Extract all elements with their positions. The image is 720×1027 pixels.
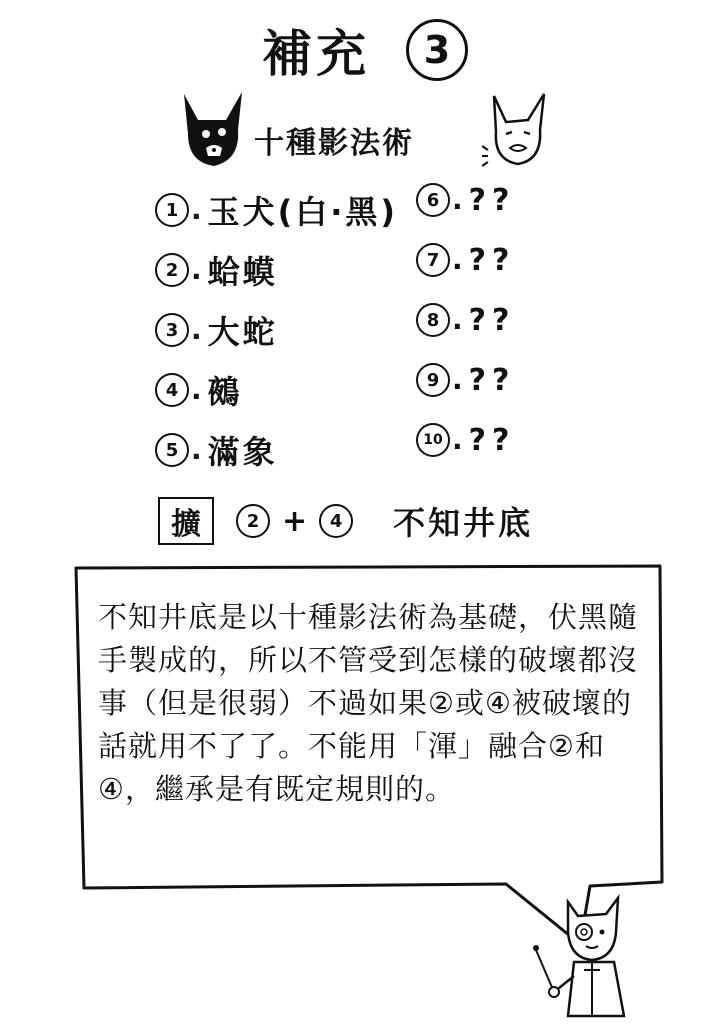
item-dot: .: [452, 183, 463, 216]
item-number: 10: [416, 423, 450, 457]
title-text: 補充: [262, 25, 370, 83]
explanation-text: 不知井底是以十種影法術為基礎，伏黑隨手製成的，所以不管受到怎樣的破壞都沒事（但是很弱）不過如果②或④被破壞的話就用不了了。不能用「渾」融合②和④，繼承是有既定規則的。: [98, 600, 639, 806]
item-dot: .: [191, 433, 202, 466]
item-unknown: ??: [468, 422, 516, 458]
item-number: 4: [155, 373, 189, 407]
item-number: 9: [416, 363, 450, 397]
formula-right-number: 4: [319, 504, 353, 538]
item-name: 蛤蟆: [207, 253, 278, 291]
item-dot: .: [452, 243, 463, 276]
item-unknown: ??: [468, 182, 516, 218]
item-dot: .: [452, 423, 463, 456]
item-number: 2: [155, 253, 189, 287]
mascot-teacher-icon: [528, 880, 658, 1020]
item-unknown: ??: [468, 242, 516, 278]
item-name: 滿象: [207, 433, 278, 471]
item-dot: .: [452, 303, 463, 336]
technique-title: 十種影法術: [254, 126, 414, 161]
item-number: 3: [155, 313, 189, 347]
item-dot: .: [452, 363, 463, 396]
item-name: 鵺: [207, 373, 243, 411]
formula-left-number: 2: [236, 504, 270, 538]
item-name: 玉犬(白·黑): [207, 193, 399, 231]
extension-label-box: 擴: [158, 497, 214, 545]
item-number: 1: [155, 193, 189, 227]
item-dot: .: [191, 193, 202, 226]
item-unknown: ??: [468, 362, 516, 398]
extension-result: 不知井底: [393, 504, 534, 542]
item-number: 5: [155, 433, 189, 467]
item-unknown: ??: [468, 302, 516, 338]
title-number-circle: 3: [406, 19, 468, 81]
item-number: 8: [416, 303, 450, 337]
item-dot: .: [191, 313, 202, 346]
item-name: 大蛇: [207, 313, 278, 351]
formula-plus: +: [282, 503, 308, 539]
item-number: 7: [416, 243, 450, 277]
item-dot: .: [191, 373, 202, 406]
item-dot: .: [191, 253, 202, 286]
item-number: 6: [416, 183, 450, 217]
